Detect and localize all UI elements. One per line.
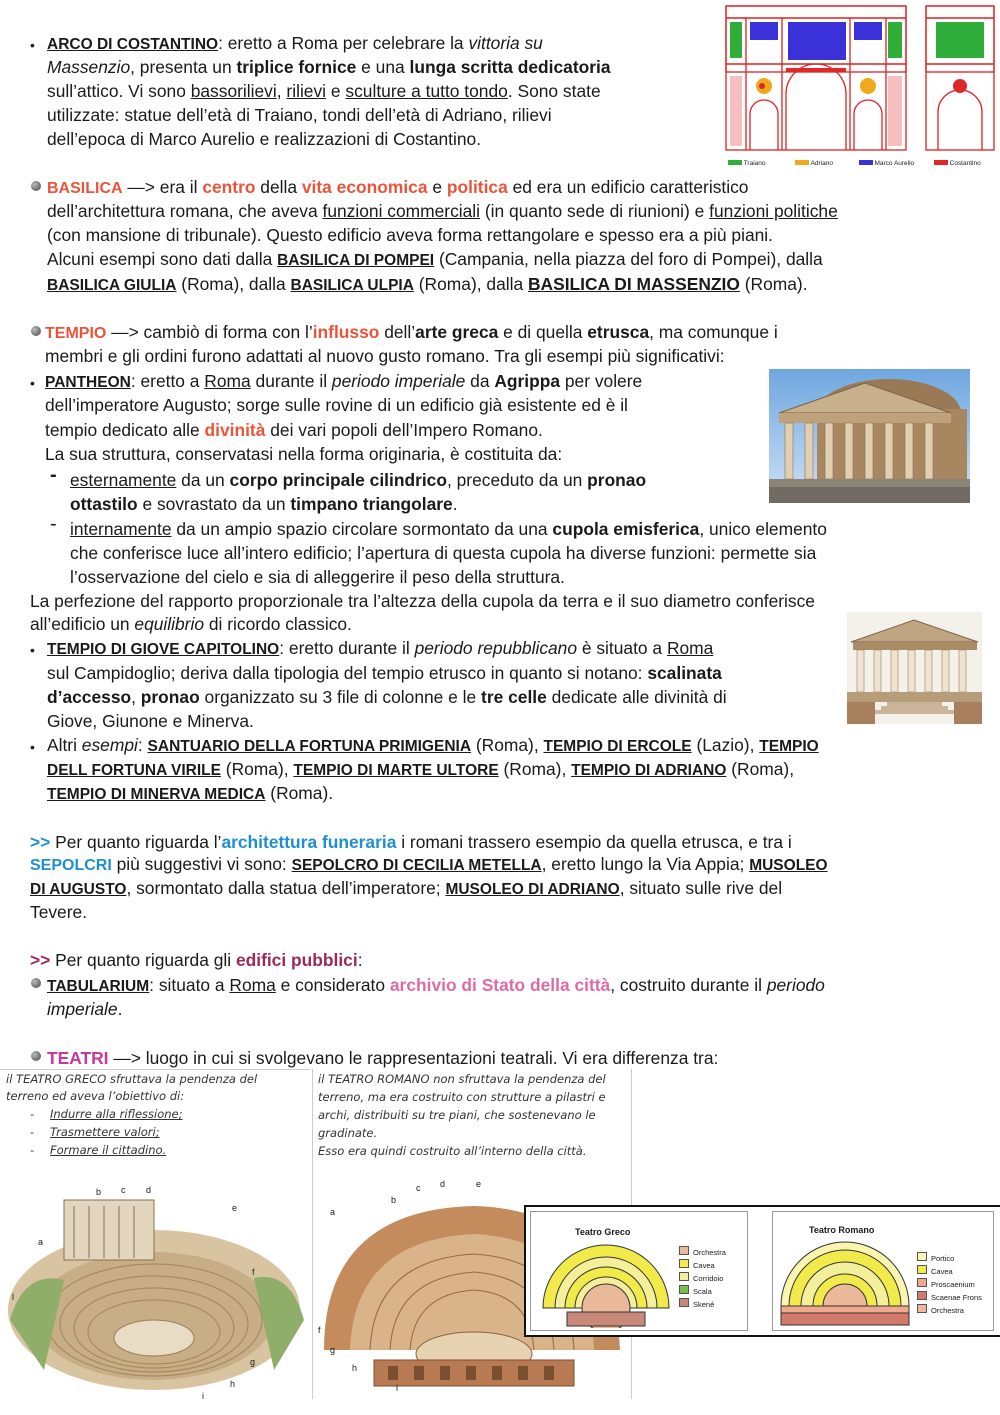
funeraria-line-3 — [30, 876, 782, 902]
text: (Roma), dalla — [413, 274, 528, 294]
text: Agrippa — [494, 371, 561, 391]
text: sculture a tutto tondo — [345, 81, 508, 101]
altri-line-2 — [47, 757, 794, 783]
label-g: g — [250, 1357, 256, 1367]
basilica-title: BASILICA — [47, 180, 123, 197]
text: (Roma), — [220, 759, 294, 779]
text: dedicate alle divinità di — [546, 687, 727, 707]
greek-diagram-panel — [530, 1211, 748, 1331]
text: TEMPIO DI MINERVA MEDICA — [47, 786, 266, 803]
legend-item — [917, 1278, 982, 1291]
text: imperiale — [47, 999, 118, 1019]
text: TEMPIO — [759, 738, 819, 755]
text: tempio dedicato alle — [45, 420, 205, 440]
giove-photo — [847, 612, 982, 724]
text: all’edificio un — [30, 614, 135, 634]
text: (Campania, nella piazza del foro di Pompei), dalla — [434, 249, 823, 269]
text: della — [255, 177, 302, 197]
text: SANTUARIO DELLA FORTUNA PRIMIGENIA — [147, 738, 472, 755]
legend-swatch — [679, 1298, 689, 1307]
bullet: • — [30, 739, 35, 755]
text: (Roma). — [739, 274, 808, 294]
text: il TEATRO ROMANO non sfruttava la pendenza del — [318, 1072, 606, 1086]
tempio-line-2: membri e gli ordini furono adattati al nuovo gusto romano. Tra gli esempi più significativi: — [45, 346, 725, 366]
legend-label: Skené — [693, 1300, 715, 1309]
funeraria-line-1 — [30, 830, 792, 854]
label-d: d — [440, 1179, 446, 1189]
greek-plan — [541, 1236, 671, 1328]
text: più suggestivi vi sono: — [111, 854, 292, 874]
teatri-title: TEATRI — [47, 1048, 109, 1068]
label-c: c — [121, 1185, 126, 1195]
label-b: b — [391, 1195, 397, 1205]
arch-legend — [728, 158, 1000, 170]
pubblici-line — [30, 948, 363, 972]
text: SEPOLCRI — [30, 857, 112, 874]
text: da un ampio spazio circolare sormontato da una — [171, 519, 553, 539]
text: terreno, ma era costruito con strutture a pilastri e — [318, 1090, 606, 1104]
legend-item — [917, 1291, 982, 1304]
text: periodo repubblicano — [414, 638, 578, 658]
text: dell’ — [379, 322, 416, 342]
legend-label: Proscaenium — [931, 1280, 975, 1289]
text: di ricordo classico. — [204, 614, 352, 634]
giove-title: TEMPIO DI GIOVE CAPITOLINO — [47, 641, 280, 658]
text: pronao — [587, 470, 647, 490]
legend-item — [917, 1304, 982, 1317]
text: timpano triangolare — [290, 494, 453, 514]
text: tre celle — [481, 687, 547, 707]
roman-diagram-title: Teatro Romano — [809, 1225, 875, 1235]
text: BASILICA ULPIA — [290, 277, 414, 294]
text: gradinate. — [318, 1126, 378, 1140]
text: BASILICA DI POMPEI — [277, 252, 435, 269]
giove-line-1 — [47, 636, 713, 662]
altri-line-1 — [47, 733, 819, 759]
text: lunga scritta dedicatoria — [409, 57, 611, 77]
tabularium-line-1 — [47, 973, 825, 999]
text: (Roma), — [471, 735, 544, 755]
arco-line-1 — [47, 31, 543, 57]
legend-swatch — [917, 1252, 927, 1261]
text: esempi — [81, 735, 138, 755]
text: (Lazio), — [691, 735, 760, 755]
funeraria-line-2 — [30, 852, 828, 878]
text: influsso — [312, 322, 380, 342]
text: da — [465, 371, 495, 391]
label-i: i — [202, 1391, 204, 1401]
text: sul Campidoglio; deriva dalla tipologia del tempio etrusco in quanto si notano: — [47, 663, 648, 683]
pantheon-dash-2c: l’osservazione del cielo e sia di alleggerire il peso della struttura. — [70, 567, 565, 587]
pantheon-title: PANTHEON — [45, 374, 131, 391]
text: e — [427, 177, 447, 197]
text: , eretto lungo la Via Appia; — [541, 854, 750, 874]
legend-swatch — [917, 1265, 927, 1274]
text: TEMPIO DI MARTE ULTORE — [293, 762, 499, 779]
romano-note — [314, 1069, 632, 1169]
text: equilibrio — [134, 614, 205, 634]
text: Roma — [229, 975, 276, 995]
list-item: Indurre alla riflessione; — [50, 1107, 183, 1121]
text: triplice fornice — [236, 57, 357, 77]
legend-swatch-marco-aurelio — [859, 160, 873, 165]
bullet: • — [30, 642, 35, 658]
text: organizzato su 3 file di colonne e le — [199, 687, 482, 707]
text: Alcuni esempi sono dati dalla — [47, 249, 278, 269]
text: e — [326, 81, 346, 101]
divider — [0, 1069, 310, 1070]
text: funzioni commerciali — [322, 201, 481, 221]
greco-note — [4, 1069, 308, 1169]
legend-label: Orchestra — [931, 1306, 964, 1315]
dash: - — [50, 513, 57, 535]
text: dell’architettura romana, che aveva — [47, 201, 323, 221]
text: esternamente — [70, 470, 177, 490]
text: i romani trassero esempio da quella etrusca, e tra i — [396, 832, 792, 852]
text: , — [276, 81, 287, 101]
teatri-line — [47, 1046, 718, 1070]
text: politica — [446, 177, 508, 197]
text: . — [117, 999, 123, 1019]
pantheon-dash-2 — [70, 517, 827, 541]
text: internamente — [70, 519, 172, 539]
legend-label: Scaenae Frons — [931, 1293, 982, 1302]
text: : — [357, 950, 363, 970]
text: e una — [356, 57, 410, 77]
dash: - — [30, 1107, 35, 1121]
basilica-line-3: (con mansione di tribunale). Questo edificio aveva forma rettangolare e spesso era a più piani. — [47, 225, 773, 245]
legend-swatch — [917, 1278, 927, 1287]
label-e: e — [476, 1179, 482, 1189]
text: MUSOLEO DI ADRIANO — [445, 881, 620, 898]
greek-diagram-title: Teatro Greco — [575, 1227, 631, 1237]
arrow: >> — [30, 832, 51, 852]
text: è situato a — [577, 638, 667, 658]
text: , ma comunque i — [649, 322, 778, 342]
text: pronao — [140, 687, 200, 707]
arco-line-4: utilizzate: statue dell’età di Traiano, tondi dell’età di Adriano, rilievi — [47, 105, 552, 125]
text: per volere — [560, 371, 643, 391]
pantheon-para-1: La perfezione del rapporto proporzionale tra l’altezza della cupola da terra e il suo diametro conferisce — [30, 591, 815, 611]
text: . Sono state — [507, 81, 601, 101]
text: —> cambiò di forma con l’ — [106, 322, 313, 342]
text: funzioni politiche — [709, 201, 838, 221]
arco-line-2 — [47, 55, 611, 79]
text: d’accesso — [47, 687, 132, 707]
tabularium-title: TABULARIUM — [47, 978, 150, 995]
legend-item — [679, 1259, 726, 1272]
altri-line-3 — [47, 781, 333, 807]
tempio-title: TEMPIO — [45, 325, 107, 342]
text: il TEATRO GRECO sfruttava la pendenza del — [6, 1072, 258, 1086]
pantheon-dash-2b: che conferisce luce all’intero edificio; l’apertura di questa cupola ha diverse funzioni: permette sia — [70, 543, 817, 563]
legend-label: Cavea — [693, 1261, 715, 1270]
roman-plan — [779, 1236, 911, 1328]
text: (Roma). — [265, 783, 334, 803]
basilica-line-4 — [47, 247, 823, 273]
text: archivio di Stato della città — [389, 975, 611, 995]
tabularium-line-2 — [47, 997, 122, 1021]
legend-swatch — [679, 1246, 689, 1255]
legend-label: Cavea — [931, 1267, 953, 1276]
arco-line-5: dell’epoca di Marco Aurelio e realizzazioni di Costantino. — [47, 129, 482, 149]
legend-item — [679, 1285, 726, 1298]
arrow: >> — [30, 950, 51, 970]
text: cupola emisferica — [552, 519, 700, 539]
text: e di quella — [498, 322, 588, 342]
label-h: h — [352, 1363, 358, 1373]
label-f: f — [318, 1325, 321, 1335]
dash: - — [30, 1143, 35, 1157]
text: , sormontato dalla statua dell’imperatore; — [126, 878, 446, 898]
text: Massenzio — [47, 57, 131, 77]
text: , costruito durante il — [610, 975, 767, 995]
bullet: • — [30, 37, 35, 53]
legend-label: Adriano — [810, 160, 833, 167]
legend-swatch — [917, 1304, 927, 1313]
text: Roma — [666, 638, 714, 658]
pantheon-line-1 — [45, 369, 642, 395]
text: SEPOLCRO DI CECILIA METELLA — [291, 857, 542, 874]
text: : eretto a Roma per celebrare la — [218, 33, 469, 53]
label-g: g — [330, 1345, 336, 1355]
text: : situato a — [149, 975, 230, 995]
pantheon-dash-1 — [70, 468, 646, 492]
basilica-line-5 — [47, 272, 808, 298]
text: —> luogo in cui si svolgevano le rappresentazioni teatrali. Vi era differenza tra: — [108, 1048, 719, 1068]
dash: - — [30, 1125, 35, 1139]
giove-line-2 — [47, 661, 722, 685]
label-h: h — [230, 1379, 236, 1389]
text: scalinata — [647, 663, 722, 683]
theatre-diagrams-box — [524, 1205, 1000, 1337]
list-item: Formare il cittadino. — [50, 1143, 167, 1157]
text: sull’attico. Vi sono — [47, 81, 191, 101]
pantheon-photo — [769, 369, 970, 503]
round-bullet — [31, 1051, 41, 1061]
text: : eretto a — [130, 371, 205, 391]
text: bassorilievi — [190, 81, 277, 101]
pantheon-line-2: dell’imperatore Augusto; sorge sulle rovine di un edificio già esistente ed è il — [45, 395, 628, 415]
text: architettura funeraria — [221, 832, 397, 852]
text: vita economica — [301, 177, 428, 197]
legend-swatch — [679, 1272, 689, 1281]
text: archi, distribuiti su tre piani, che sostenevano le — [318, 1108, 596, 1122]
text: centro — [202, 177, 256, 197]
label-d: d — [146, 1185, 152, 1195]
text: , unico elemento — [699, 519, 827, 539]
text: , preceduto da un — [446, 470, 588, 490]
roman-diagram-panel — [772, 1211, 994, 1331]
legend-item — [917, 1265, 982, 1278]
label-a: a — [38, 1237, 44, 1247]
text: . — [452, 494, 458, 514]
label-a: a — [330, 1207, 336, 1217]
text: corpo principale cilindrico — [229, 470, 447, 490]
text: e considerato — [275, 975, 390, 995]
text: : — [137, 735, 148, 755]
legend-label: Portico — [931, 1254, 955, 1263]
giove-line-4: Giove, Giunone e Minerva. — [47, 711, 254, 731]
text: (in quanto sede di riunioni) e — [480, 201, 710, 221]
text: TEMPIO DI ADRIANO — [571, 762, 727, 779]
pantheon-para-2 — [30, 612, 352, 636]
greek-legend — [679, 1246, 726, 1311]
roman-legend — [917, 1252, 982, 1317]
text: ed era un edificio caratteristico — [507, 177, 749, 197]
legend-item — [679, 1272, 726, 1285]
round-bullet — [31, 326, 41, 336]
dash: - — [50, 464, 57, 486]
pantheon-dash-1b — [70, 492, 458, 516]
text: arte greca — [415, 322, 499, 342]
text: da un — [176, 470, 230, 490]
legend-item — [679, 1298, 726, 1311]
basilica-line-1 — [47, 175, 748, 201]
label-e: e — [232, 1203, 238, 1213]
legend-swatch-traiano — [728, 160, 742, 165]
text: Per quanto riguarda gli — [50, 950, 236, 970]
text: BASILICA DI MASSENZIO — [527, 274, 740, 294]
text: TEMPIO DI ERCOLE — [543, 738, 692, 755]
text: Per quanto riguarda l’ — [50, 832, 222, 852]
legend-swatch — [679, 1285, 689, 1294]
text: Esso era quindi costruito all’interno della città. — [318, 1144, 587, 1158]
text: Altri — [47, 735, 82, 755]
legend-item — [917, 1252, 982, 1265]
label-c: c — [416, 1183, 421, 1193]
pantheon-line-3 — [45, 418, 543, 442]
legend-swatch-adriano — [795, 160, 809, 165]
text: ottastilo — [70, 494, 138, 514]
greek-theatre-illustration — [4, 1170, 310, 1398]
legend-swatch — [917, 1291, 927, 1300]
giove-line-3 — [47, 685, 727, 709]
text: BASILICA GIULIA — [47, 277, 177, 294]
text: —> era il — [122, 177, 203, 197]
divider — [312, 1069, 313, 1399]
text: vittoria su — [468, 33, 543, 53]
funeraria-line-4: Tevere. — [30, 902, 88, 922]
text: terreno ed aveva l’obiettivo di: — [6, 1089, 185, 1103]
text: , presenta un — [130, 57, 237, 77]
arco-line-3 — [47, 79, 601, 103]
text: DI AUGUSTO — [30, 881, 127, 898]
text: (Roma), — [498, 759, 572, 779]
text: , — [131, 687, 141, 707]
list-item: Trasmettere valori; — [50, 1125, 160, 1139]
round-bullet — [31, 978, 41, 988]
legend-swatch — [679, 1259, 689, 1268]
legend-label: Costantino — [949, 160, 981, 167]
round-bullet — [31, 181, 41, 191]
label-i: i — [396, 1383, 398, 1393]
legend-label: Orchestra — [693, 1248, 726, 1257]
text: edifici pubblici — [235, 950, 358, 970]
tempio-line-1 — [45, 320, 778, 346]
label-l: l — [12, 1292, 14, 1302]
text: divinità — [204, 420, 266, 440]
legend-label: Marco Aurelio — [874, 160, 915, 167]
text: (Roma), — [726, 759, 795, 779]
text: rilievi — [286, 81, 327, 101]
text: durante il — [250, 371, 332, 391]
text: dei vari popoli dell’Impero Romano. — [265, 420, 543, 440]
text: MUSOLEO — [749, 857, 828, 874]
arco-title: ARCO DI COSTANTINO — [47, 36, 219, 53]
text: e sovrastato da un — [137, 494, 291, 514]
text: (Roma), dalla — [176, 274, 291, 294]
text: , situato sulle rive del — [619, 878, 783, 898]
label-f: f — [252, 1267, 255, 1277]
legend-label: Scala — [693, 1287, 712, 1296]
legend-label: Corridoio — [693, 1274, 724, 1283]
text: periodo imperiale — [331, 371, 466, 391]
basilica-line-2 — [47, 199, 838, 223]
text: etrusca — [587, 322, 650, 342]
text: periodo — [766, 975, 825, 995]
bullet: • — [30, 375, 35, 391]
legend-swatch-costantino — [934, 160, 948, 165]
text: DELL FORTUNA VIRILE — [47, 762, 221, 779]
pantheon-line-4: La sua struttura, conservatasi nella forma originaria, è costituita da: — [45, 444, 563, 464]
arch-diagram — [722, 2, 1000, 170]
legend-item — [679, 1246, 726, 1259]
text: : eretto durante il — [279, 638, 415, 658]
legend-label: Traiano — [743, 160, 766, 167]
label-b: b — [96, 1187, 102, 1197]
text: Roma — [204, 371, 251, 391]
